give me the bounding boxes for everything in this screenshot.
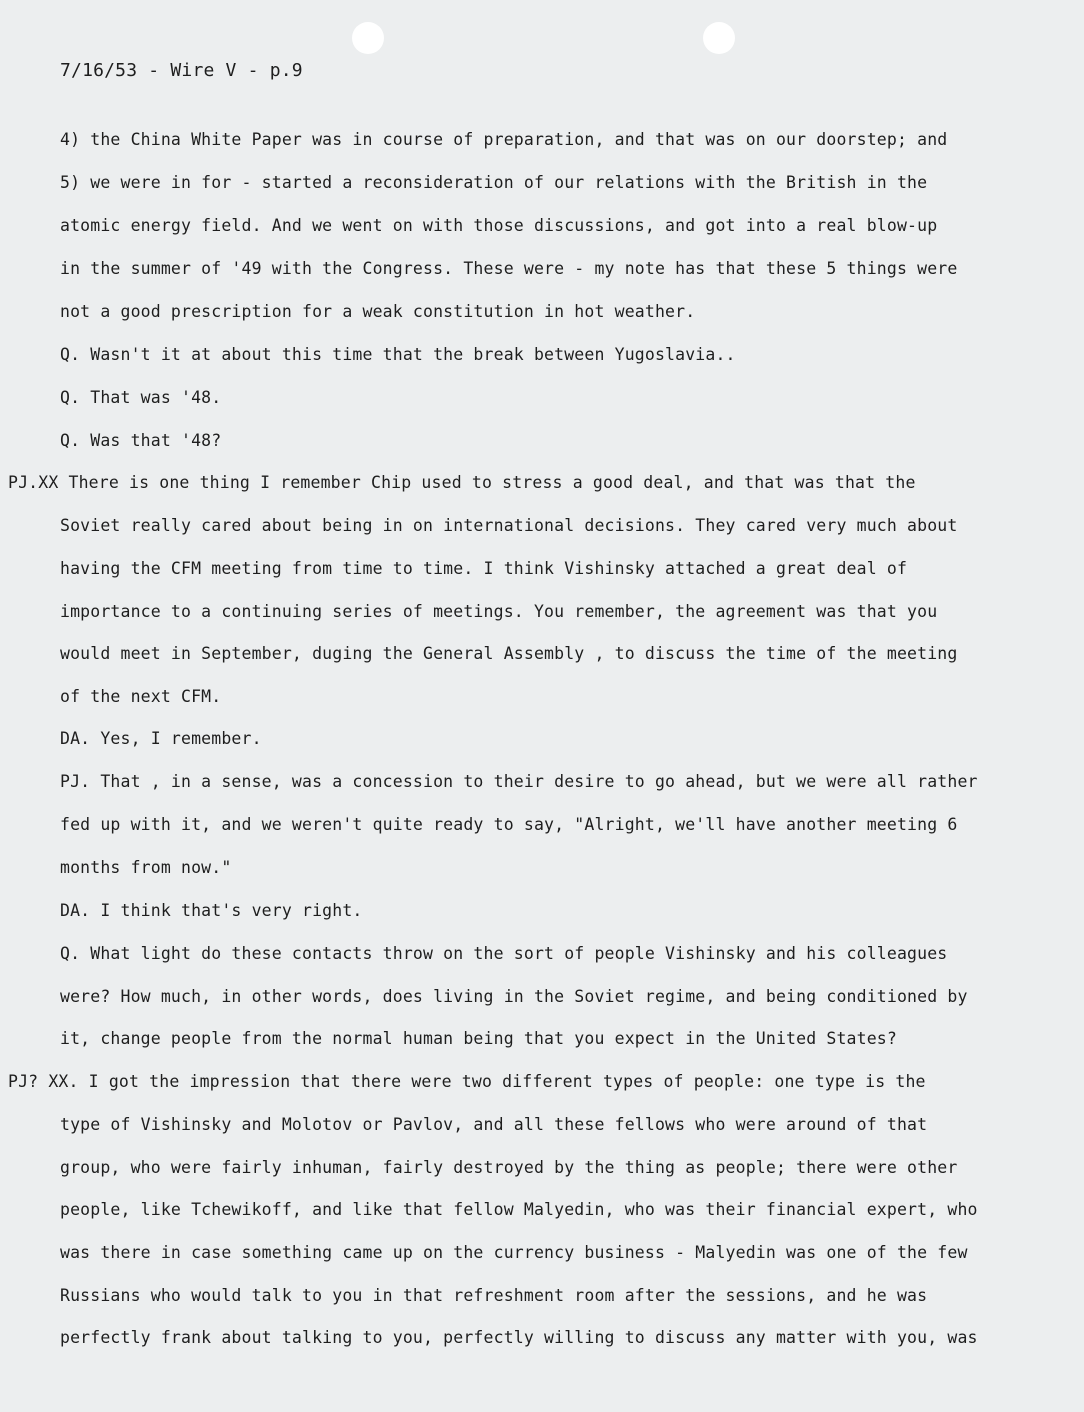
text-line: Q. Wasn't it at about this time that the break between Yugoslavia.. [60, 345, 736, 364]
text-line: PJ? XX. I got the impression that there were two different types of people: one type is the [8, 1072, 926, 1091]
text-line: type of Vishinsky and Molotov or Pavlov, and all these fellows who were around of that [60, 1115, 928, 1134]
punch-hole-right [703, 22, 735, 54]
text-line: DA. Yes, I remember. [60, 729, 262, 748]
text-line: group, who were fairly inhuman, fairly destroyed by the thing as people; there were other [60, 1158, 958, 1177]
text-line: would meet in September, duging the General Assembly , to discuss the time of the meeting [60, 644, 958, 663]
text-line: were? How much, in other words, does living in the Soviet regime, and being conditioned by [60, 987, 968, 1006]
text-line: PJ. That , in a sense, was a concession to their desire to go ahead, but we were all rather [60, 772, 978, 791]
text-line: was there in case something came up on the currency business - Malyedin was one of the few [60, 1243, 968, 1262]
text-line: months from now." [60, 858, 232, 877]
text-line: perfectly frank about talking to you, perfectly willing to discuss any matter with you, was [60, 1328, 978, 1347]
text-line: not a good prescription for a weak constitution in hot weather. [60, 302, 696, 321]
text-line: Russians who would talk to you in that refreshment room after the sessions, and he was [60, 1286, 928, 1305]
punch-hole-left [352, 22, 384, 54]
text-line: atomic energy field. And we went on with those discussions, and got into a real blow-up [60, 216, 938, 235]
text-line: people, like Tchewikoff, and like that fellow Malyedin, who was their financial expert, who [60, 1200, 978, 1219]
text-line: it, change people from the normal human being that you expect in the United States? [60, 1029, 897, 1048]
text-line: PJ.XX There is one thing I remember Chip used to stress a good deal, and that was that the [8, 473, 916, 492]
text-line: fed up with it, and we weren't quite ready to say, "Alright, we'll have another meeting 6 [60, 815, 958, 834]
text-line: of the next CFM. [60, 687, 222, 706]
text-line: Soviet really cared about being in on international decisions. They cared very much about [60, 516, 958, 535]
text-line: 4) the China White Paper was in course of preparation, and that was on our doorstep; and [60, 130, 948, 149]
text-line: DA. I think that's very right. [60, 901, 363, 920]
text-line: Q. What light do these contacts throw on the sort of people Vishinsky and his colleagues [60, 944, 948, 963]
text-line: 5) we were in for - started a reconsideration of our relations with the British in the [60, 173, 928, 192]
text-line: Q. Was that '48? [60, 431, 222, 450]
text-line: having the CFM meeting from time to time. I think Vishinsky attached a great deal of [60, 559, 908, 578]
text-line: in the summer of '49 with the Congress. These were - my note has that these 5 things were [60, 259, 958, 278]
text-line: Q. That was '48. [60, 388, 222, 407]
page-header: 7/16/53 - Wire V - p.9 [60, 60, 303, 81]
text-line: importance to a continuing series of meetings. You remember, the agreement was that you [60, 602, 938, 621]
